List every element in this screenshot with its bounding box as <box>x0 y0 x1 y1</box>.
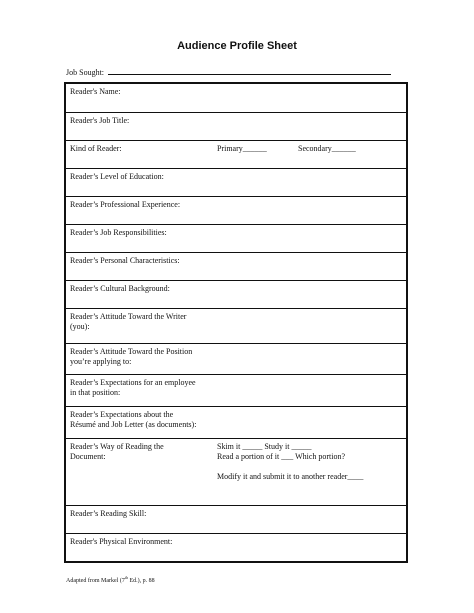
row-label-line2: in that position: <box>70 388 121 397</box>
row-label <box>70 347 192 367</box>
row-expectations-employee[interactable] <box>66 374 406 406</box>
row-kind-of-reader[interactable] <box>66 140 406 168</box>
row-label-line1: Reader’s Way of Reading the <box>70 442 164 451</box>
page-title: Audience Profile Sheet <box>177 40 297 52</box>
secondary-blank[interactable]: Secondary______ <box>298 144 356 153</box>
row-label-line1: Reader’s Attitude Toward the Position <box>70 347 193 356</box>
row-label-line2: (you): <box>70 322 90 331</box>
job-sought-label: Job Sought: <box>66 68 105 77</box>
row-experience[interactable] <box>66 196 406 224</box>
row-label: Reader’s Cultural Background: <box>70 284 170 293</box>
row-education[interactable] <box>66 168 406 196</box>
row-name[interactable] <box>66 84 406 112</box>
row-label: Reader's Job Title: <box>70 116 130 125</box>
profile-form-table <box>64 82 408 563</box>
reading-option-skim-study[interactable]: Skim it _____ Study it _____ <box>217 442 312 451</box>
row-attitude-position[interactable] <box>66 343 406 374</box>
row-physical-environment[interactable] <box>66 533 406 561</box>
row-label: Reader's Physical Environment: <box>70 537 173 546</box>
footnote-sup: th <box>124 575 128 580</box>
row-label: Reader’s Professional Experience: <box>70 200 181 209</box>
row-label-line1: Reader’s Expectations about the <box>70 410 174 419</box>
row-personal-characteristics[interactable] <box>66 252 406 280</box>
row-job-title[interactable] <box>66 112 406 140</box>
row-label <box>70 410 196 430</box>
row-label: Kind of Reader: <box>70 144 122 153</box>
row-label-line2: you’re applying to: <box>70 357 132 366</box>
row-label: Reader’s Job Responsibilities: <box>70 228 167 237</box>
reading-option-modify[interactable]: Modify it and submit it to another reader____ <box>217 472 364 481</box>
row-label <box>70 312 186 332</box>
job-sought-line <box>66 66 391 77</box>
row-label <box>70 378 196 398</box>
row-label <box>70 442 164 462</box>
row-label-line1: Reader’s Attitude Toward the Writer <box>70 312 187 321</box>
row-label: Reader’s Reading Skill: <box>70 509 147 518</box>
row-attitude-writer[interactable] <box>66 308 406 343</box>
row-label: Reader's Name: <box>70 87 121 96</box>
footnote-suffix: Ed.), p. 88 <box>127 578 155 584</box>
row-label: Reader’s Level of Education: <box>70 172 164 181</box>
row-label-line2: Document: <box>70 452 106 461</box>
row-expectations-documents[interactable] <box>66 406 406 438</box>
row-cultural-background[interactable] <box>66 280 406 308</box>
footnote-prefix: Adapted from Markel (7 <box>66 578 125 584</box>
row-reading-skill[interactable] <box>66 505 406 533</box>
source-footnote <box>66 575 155 584</box>
primary-blank[interactable]: Primary______ <box>217 144 267 153</box>
reading-options <box>217 442 363 482</box>
row-way-of-reading[interactable] <box>66 438 406 505</box>
row-label: Reader’s Personal Characteristics: <box>70 256 180 265</box>
row-label-line2: Résumé and Job Letter (as documents): <box>70 420 197 429</box>
reading-option-portion[interactable]: Read a portion of it ___ Which portion? <box>217 452 346 461</box>
job-sought-blank[interactable] <box>108 66 391 75</box>
row-responsibilities[interactable] <box>66 224 406 252</box>
row-label-line1: Reader’s Expectations for an employee <box>70 378 196 387</box>
